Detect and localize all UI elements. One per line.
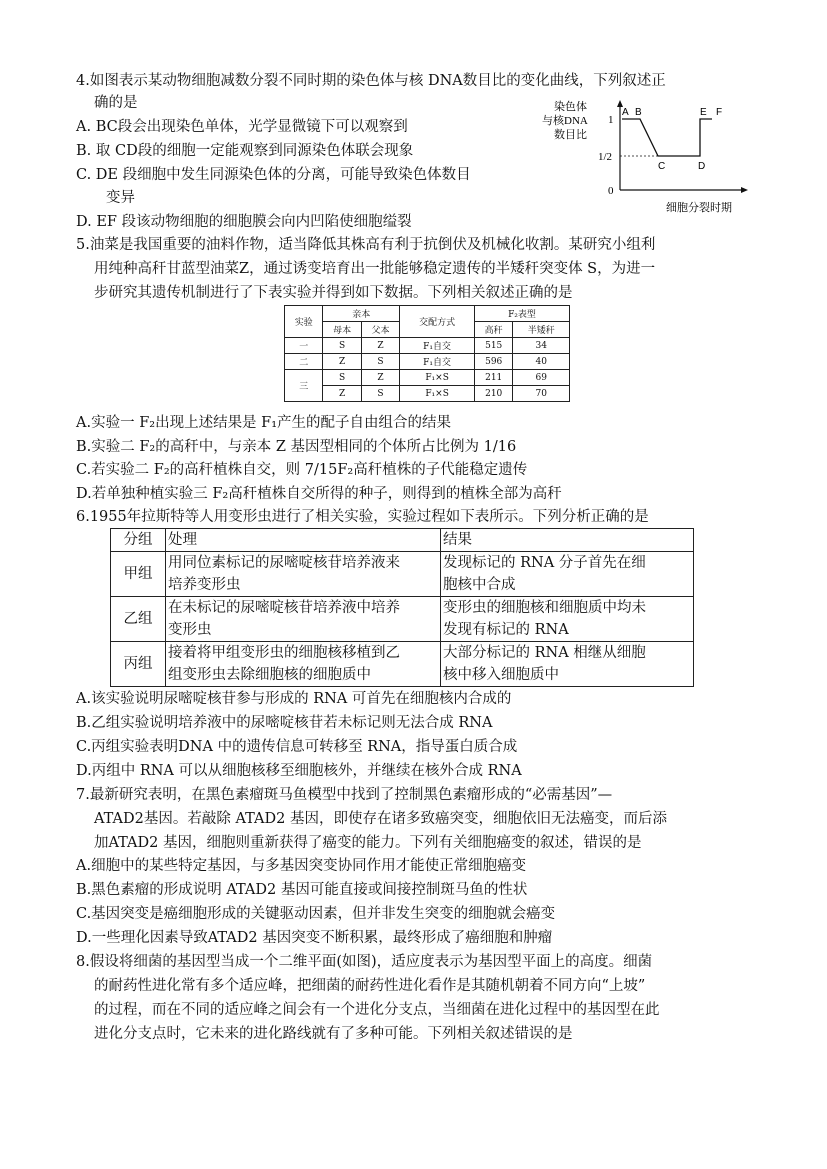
q7-stem-line2: ATAD2基因。若敲除 ATAD2 基因，即使存在诸多致癌突变，细胞依旧无法癌变，而后添 bbox=[94, 811, 667, 827]
q5-data-table bbox=[284, 305, 570, 402]
t1-cell-cross: F₁自交 bbox=[400, 338, 475, 354]
t1-cell-mother: Z bbox=[323, 354, 361, 370]
q4-option-c-cont: 变异 bbox=[106, 190, 135, 206]
table-row bbox=[111, 597, 694, 642]
graph-y-arrow bbox=[617, 100, 623, 107]
q4-stem-line1: 4.如图表示某动物细胞减数分裂不同时期的染色体与核 DNA数目比的变化曲线，下列叙述正 bbox=[76, 73, 666, 89]
q8-stem-line3: 的过程，而在不同的适应峰之间会有一个进化分支点，当细菌在进化过程中的基因型在此 bbox=[94, 1002, 660, 1018]
table-row bbox=[285, 386, 570, 402]
t2-result-line: 核中移入细胞质中 bbox=[443, 667, 559, 683]
q4-option-b: B. 取 CD段的细胞一定能观察到同源染色体联会现象 bbox=[76, 143, 414, 159]
t1-h-father: 父本 bbox=[361, 322, 399, 338]
q6-option-b: B.乙组实验说明培养液中的尿嘧啶核苷若未标记则无法合成 RNA bbox=[76, 715, 493, 731]
q5-stem-line2: 用纯种高秆甘蓝型油菜Z，通过诱变培育出一批能够稳定遗传的半矮秆突变体 S，为进一 bbox=[94, 261, 656, 277]
q6-option-d: D.丙组中 RNA 可以从细胞核移至细胞核外，并继续在核外合成 RNA bbox=[76, 763, 522, 779]
t1-cell-cross: F₁×S bbox=[400, 386, 475, 402]
t2-cell-group: 乙组 bbox=[111, 597, 166, 642]
t2-proc-line: 变形虫 bbox=[168, 622, 212, 638]
t1-cell-exp: 二 bbox=[285, 354, 323, 370]
t1-cell-semi: 40 bbox=[513, 354, 570, 370]
graph-tick-0: 0 bbox=[608, 185, 614, 197]
t1-h-mother: 母本 bbox=[323, 322, 361, 338]
q7-option-c: C.基因突变是癌细胞形成的关键驱动因素，但并非发生突变的细胞就会癌变 bbox=[76, 906, 556, 922]
graph-curve bbox=[622, 119, 712, 156]
graph-tick-half: 1/2 bbox=[598, 151, 613, 163]
q6-option-c: C.丙组实验表明DNA 中的遗传信息可转移至 RNA，指导蛋白质合成 bbox=[76, 739, 518, 755]
t1-h-semi: 半矮秆 bbox=[513, 322, 570, 338]
t2-cell-proc bbox=[166, 642, 441, 687]
t1-cell-semi: 34 bbox=[513, 338, 570, 354]
t1-cell-exp: 一 bbox=[285, 338, 323, 354]
q4-option-d: D. EF 段该动物细胞的细胞膜会向内凹陷使细胞缢裂 bbox=[76, 214, 412, 230]
q6-option-a: A.该实验说明尿嘧啶核苷参与形成的 RNA 可首先在细胞核内合成的 bbox=[76, 691, 512, 707]
t1-cell-mother: S bbox=[323, 338, 361, 354]
graph-point-a: A bbox=[622, 107, 629, 118]
q8-stem-line2: 的耐药性进化常有多个适应峰，把细菌的耐药性进化看作是其随机朝着不同方向“上坡” bbox=[94, 978, 646, 994]
t2-result-line: 变形虫的细胞核和细胞质中均未 bbox=[443, 600, 646, 616]
q5-stem-line1: 5.油菜是我国重要的油料作物，适当降低其株高有利于抗倒伏及机械化收割。某研究小组利 bbox=[76, 237, 656, 253]
t2-cell-proc bbox=[166, 552, 441, 597]
q6-stem: 6.1955年拉斯特等人用变形虫进行了相关实验，实验过程如下表所示。下列分析正确的是 bbox=[76, 509, 649, 525]
graph-point-b: B bbox=[635, 107, 642, 118]
graph-tick-1: 1 bbox=[608, 114, 614, 126]
q7-option-a: A.细胞中的某些特定基因，与多基因突变协同作用才能使正常细胞癌变 bbox=[76, 858, 527, 874]
graph-point-e: E bbox=[700, 107, 707, 118]
graph-x-arrow bbox=[741, 187, 748, 193]
t1-cell-father: S bbox=[361, 386, 399, 402]
t1-cell-tall: 211 bbox=[474, 370, 512, 386]
table-row bbox=[111, 552, 694, 597]
q5-option-c: C.若实验二 F₂的高秆植株自交，则 7/15F₂高秆植株的子代能稳定遗传 bbox=[76, 462, 528, 478]
t2-cell-group: 甲组 bbox=[111, 552, 166, 597]
q4-option-c: C. DE 段细胞中发生同源染色体的分离，可能导致染色体数目 bbox=[76, 167, 471, 183]
t1-h-cross: 交配方式 bbox=[400, 306, 475, 338]
t2-proc-line: 在未标记的尿嘧啶核苷培养液中培养 bbox=[168, 600, 400, 616]
t2-result-line: 发现标记的 RNA 分子首先在细 bbox=[443, 555, 646, 571]
graph-point-c: C bbox=[658, 161, 666, 172]
q4-ratio-graph bbox=[540, 98, 780, 220]
q7-option-b: B.黑色素瘤的形成说明 ATAD2 基因可能直接或间接控制斑马鱼的性状 bbox=[76, 882, 528, 898]
t1-cell-tall: 210 bbox=[474, 386, 512, 402]
t2-result-line: 大部分标记的 RNA 相继从细胞 bbox=[443, 645, 646, 661]
graph-ylabel-2: 与核DNA bbox=[542, 115, 588, 127]
table-row bbox=[285, 370, 570, 386]
q7-option-d: D.一些理化因素导致ATAD2 基因突变不断积累，最终形成了癌细胞和肿瘤 bbox=[76, 930, 553, 946]
t1-cell-cross: F₁×S bbox=[400, 370, 475, 386]
t1-cell-mother: Z bbox=[323, 386, 361, 402]
t1-cell-tall: 515 bbox=[474, 338, 512, 354]
t1-cell-father: Z bbox=[361, 338, 399, 354]
t2-result-line: 胞核中合成 bbox=[443, 577, 516, 593]
t2-cell-result bbox=[441, 552, 694, 597]
q8-stem-line4: 进化分支点时，它未来的进化路线就有了多种可能。下列相关叙述错误的是 bbox=[94, 1026, 573, 1042]
graph-xlabel: 细胞分裂时期 bbox=[666, 202, 732, 214]
q7-stem-line3: 加ATAD2 基因，细胞则重新获得了癌变的能力。下列有关细胞癌变的叙述，错误的是 bbox=[94, 835, 642, 851]
t1-h-tall: 高秆 bbox=[474, 322, 512, 338]
q4-stem-line2: 确的是 bbox=[94, 95, 138, 111]
t1-h-exp: 实验 bbox=[285, 306, 323, 338]
t1-cell-tall: 596 bbox=[474, 354, 512, 370]
t2-h-group: 分组 bbox=[111, 529, 166, 552]
q7-stem-line1: 7.最新研究表明，在黑色素瘤斑马鱼模型中找到了控制黑色素瘤形成的“必需基因”— bbox=[76, 787, 613, 803]
q6-experiment-table bbox=[110, 528, 694, 687]
t1-cell-exp: 三 bbox=[285, 370, 323, 402]
t2-proc-line: 培养变形虫 bbox=[168, 577, 241, 593]
t1-cell-semi: 70 bbox=[513, 386, 570, 402]
t1-cell-mother: S bbox=[323, 370, 361, 386]
t1-cell-cross: F₁自交 bbox=[400, 354, 475, 370]
q8-stem-line1: 8.假设将细菌的基因型当成一个二维平面(如图)，适应度表示为基因型平面上的高度。细菌 bbox=[76, 954, 653, 970]
q4-option-a: A. BC段会出现染色单体，光学显微镜下可以观察到 bbox=[76, 119, 408, 135]
t2-h-proc: 处理 bbox=[166, 529, 441, 552]
graph-point-d: D bbox=[698, 161, 706, 172]
q5-stem-line3: 步研究其遗传机制进行了下表实验并得到如下数据。下列相关叙述正确的是 bbox=[94, 285, 573, 301]
t2-cell-proc bbox=[166, 597, 441, 642]
t2-proc-line: 用同位素标记的尿嘧啶核苷培养液来 bbox=[168, 555, 400, 571]
table-row bbox=[111, 642, 694, 687]
t2-cell-result bbox=[441, 642, 694, 687]
t2-h-result: 结果 bbox=[441, 529, 694, 552]
q5-option-b: B.实验二 F₂的高秆中，与亲本 Z 基因型相同的个体所占比例为 1/16 bbox=[76, 439, 517, 455]
t2-cell-result bbox=[441, 597, 694, 642]
graph-ylabel-1: 染色体 bbox=[554, 101, 587, 113]
t1-cell-semi: 69 bbox=[513, 370, 570, 386]
t1-cell-father: Z bbox=[361, 370, 399, 386]
t2-result-line: 发现有标记的 RNA bbox=[443, 622, 569, 638]
t1-h-parent: 亲本 bbox=[323, 306, 400, 322]
t2-proc-line: 接着将甲组变形虫的细胞核移植到乙 bbox=[168, 645, 400, 661]
t1-cell-father: S bbox=[361, 354, 399, 370]
t2-proc-line: 组变形虫去除细胞核的细胞质中 bbox=[168, 667, 371, 683]
t1-h-f2: F₂表型 bbox=[474, 306, 569, 322]
t2-cell-group: 丙组 bbox=[111, 642, 166, 687]
graph-ylabel-3: 数目比 bbox=[554, 129, 587, 141]
q5-option-d: D.若单独种植实验三 F₂高秆植株自交所得的种子，则得到的植株全部为高秆 bbox=[76, 486, 562, 502]
table-row bbox=[285, 354, 570, 370]
graph-point-f: F bbox=[716, 107, 723, 118]
q5-option-a: A.实验一 F₂出现上述结果是 F₁产生的配子自由组合的结果 bbox=[76, 415, 452, 431]
table-row bbox=[285, 338, 570, 354]
